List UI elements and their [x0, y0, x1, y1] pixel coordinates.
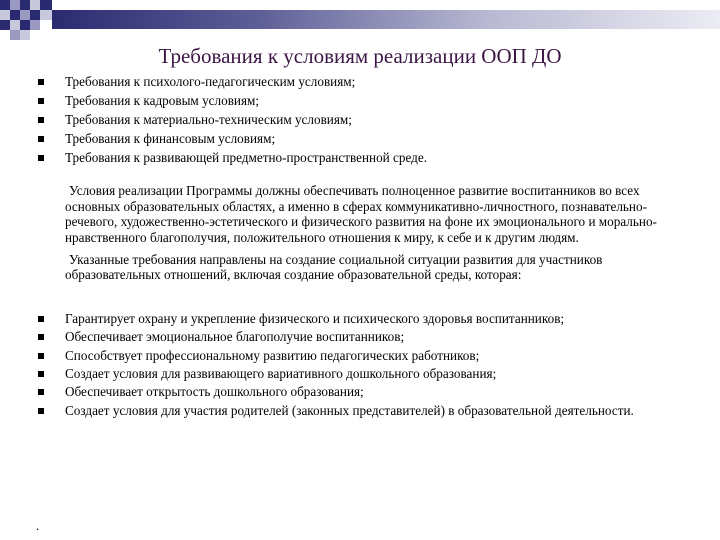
- list-item: [38, 329, 658, 345]
- bullet-icon: [38, 371, 44, 377]
- list-item: [38, 348, 658, 364]
- decor-square: [10, 30, 20, 40]
- list-item: [38, 112, 658, 128]
- list-item-text: Обеспечивает эмоциональное благополучие воспитанников;: [65, 329, 405, 345]
- list-item: [38, 384, 658, 400]
- decor-square: [30, 10, 40, 20]
- outcomes-list: [38, 311, 658, 419]
- bullet-icon: [38, 353, 44, 359]
- bullet-icon: [38, 117, 44, 123]
- bullet-icon: [38, 98, 44, 104]
- decor-square: [40, 0, 52, 10]
- bullet-icon: [38, 408, 44, 414]
- header-band: [52, 10, 720, 29]
- list-item: [38, 74, 658, 90]
- bullet-icon: [38, 389, 44, 395]
- list-item-text: Способствует профессиональному развитию педагогических работников;: [65, 347, 480, 363]
- bullet-icon: [38, 79, 44, 85]
- footer-mark: .: [36, 518, 40, 533]
- decor-square: [0, 0, 10, 10]
- list-item: [38, 150, 658, 166]
- decor-square: [30, 0, 40, 10]
- decor-square: [0, 10, 10, 20]
- list-item: [38, 131, 658, 147]
- decor-square: [20, 30, 30, 40]
- header-decoration: [0, 0, 720, 48]
- list-item-text: Создает условия для развивающего вариативного дошкольного образования;: [65, 365, 497, 381]
- list-item-text: Требования к развивающей предметно-пространственной среде.: [65, 149, 428, 165]
- slide-content: [38, 74, 658, 421]
- requirements-list: [38, 74, 658, 165]
- list-item: [38, 93, 658, 109]
- paragraph-requirements: Указанные требования направлены на создание социальной ситуации развития для участников образовательных отношений, включая создание образовательной среды, которая:: [65, 251, 603, 283]
- list-item: [38, 403, 658, 419]
- decor-square: [10, 10, 20, 20]
- decor-square: [10, 20, 20, 30]
- bullet-icon: [38, 316, 44, 322]
- list-item-text: Создает условия для участия родителей (законных представителей) в образовательной деятельности.: [65, 402, 634, 418]
- decor-square: [10, 0, 20, 10]
- bullet-icon: [38, 136, 44, 142]
- bullet-icon: [38, 334, 44, 340]
- paragraph-conditions: Условия реализации Программы должны обеспечивать полноценное развитие воспитанников во всех основных образовательных областях, а именно в сферах коммуникативно-личностного, познавательно-речевого, художественно-эстетического и физического развития на фоне их эмоционального и морально-нравственного благополучия, положительного отношения к миру, к себе и к другим людям.: [65, 183, 657, 245]
- list-item-text: Обеспечивает открытость дошкольного образования;: [65, 384, 364, 400]
- list-item-text: Требования к психолого-педагогическим условиям;: [65, 74, 356, 89]
- decor-square: [20, 10, 30, 20]
- list-item-text: Требования к кадровым условиям;: [65, 92, 260, 108]
- list-item: [38, 311, 658, 327]
- list-item: [38, 366, 658, 382]
- slide-title: Требования к условиям реализации ООП ДО: [158, 44, 562, 68]
- decor-square: [0, 20, 10, 30]
- list-item-text: Требования к материально-техническим условиям;: [65, 111, 352, 127]
- decor-square: [30, 20, 40, 30]
- decor-square: [20, 20, 30, 30]
- decor-square: [40, 10, 52, 20]
- list-item-text: Требования к финансовым условиям;: [65, 130, 276, 146]
- list-item-text: Гарантирует охрану и укрепление физического и психического здоровья воспитанников;: [65, 310, 565, 326]
- decor-square: [20, 0, 30, 10]
- bullet-icon: [38, 155, 44, 161]
